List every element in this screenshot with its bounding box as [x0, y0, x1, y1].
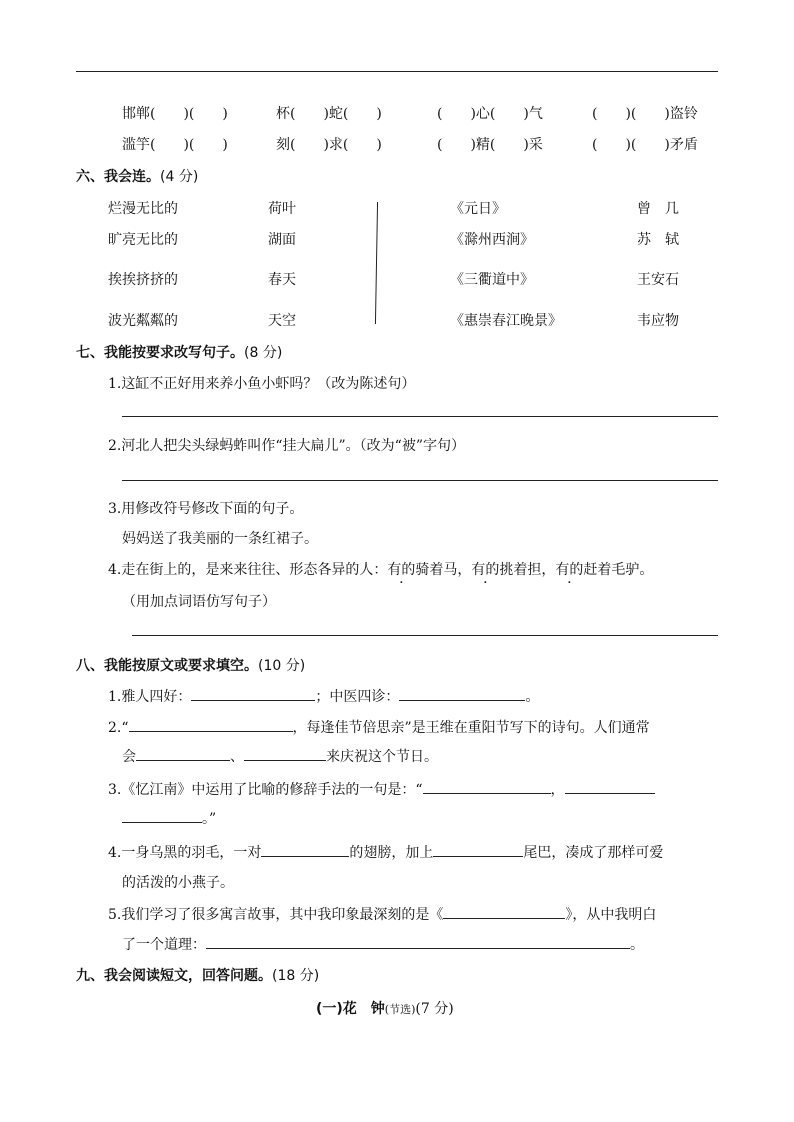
q-text: 来庆祝这个节日。: [326, 749, 438, 765]
match-left-b: 湖面: [268, 232, 296, 248]
answer-line-7-4[interactable]: [132, 635, 718, 636]
question-8-5: [108, 904, 656, 924]
q-text: 1.雅人四好：: [108, 689, 192, 705]
q-text: 。: [525, 689, 540, 705]
question-8-3-cont: [122, 808, 216, 828]
q4-text: 骑着马，: [415, 562, 472, 578]
question-8-3: [108, 779, 655, 799]
blank-field[interactable]: [206, 934, 630, 949]
dotted-word: 有的: [471, 562, 500, 578]
q-text: ，: [550, 782, 565, 798]
passage-name: (一)花 钟: [316, 1001, 385, 1017]
blank-field[interactable]: [423, 779, 551, 794]
section-title: 八、我能按原文或要求填空。: [76, 658, 258, 674]
q4-text: 4.走在街上的，是来来往往、形态各异的人：: [108, 562, 388, 578]
question-8-4: [108, 842, 663, 862]
section-points: (8 分): [244, 345, 283, 361]
match-left-b: 荷叶: [268, 201, 296, 217]
section-7-heading: [76, 342, 282, 362]
question-7-3: 3.用修改符号修改下面的句子。: [108, 501, 304, 517]
idiom-cell: ( )精( )采: [437, 137, 543, 153]
match-left-a: 旷亮无比的: [108, 232, 178, 248]
dotted-word: 有的: [555, 562, 584, 578]
top-rule: [76, 71, 718, 72]
q-text: 尾巴，凑成了那样可爱: [523, 845, 664, 861]
section-points: (18 分): [272, 968, 320, 984]
section-title: 七、我能按要求改写句子。: [76, 345, 244, 361]
question-8-2: [108, 717, 650, 737]
match-right-a: 《三衢道中》: [450, 272, 534, 288]
match-right-a: 《滁州西涧》: [450, 232, 534, 248]
section-9-heading: [76, 965, 319, 985]
q-text: 5.我们学习了很多寓言故事，其中我印象最深刻的是《: [108, 907, 444, 923]
q-text: ；中医四诊：: [315, 689, 400, 705]
q-text: 会: [122, 749, 136, 765]
question-7-4-note: （用加点词语仿写句子）: [122, 594, 276, 610]
section-8-heading: [76, 655, 305, 675]
passage-note: (节选): [384, 1003, 416, 1016]
idiom-cell: 邯郸( )( ): [122, 106, 228, 122]
answer-line-7-1[interactable]: [122, 416, 718, 417]
match-right-b: 苏 轼: [637, 232, 679, 248]
question-7-3-sentence: 妈妈送了我美丽的一条红裙子。: [122, 531, 318, 547]
idiom-cell: ( )( )矛盾: [592, 137, 698, 153]
passage-title: [316, 998, 454, 1018]
match-right-a: 《元日》: [450, 201, 506, 217]
blank-field[interactable]: [565, 779, 655, 794]
question-8-4-cont: 的活泼的小燕子。: [122, 875, 234, 891]
q-text: 。”: [202, 811, 217, 827]
blank-field[interactable]: [122, 808, 202, 823]
match-left-a: 波光粼粼的: [108, 313, 178, 329]
blank-field[interactable]: [443, 904, 565, 919]
idiom-cell: 杯( )蛇( ): [276, 106, 382, 122]
blank-field[interactable]: [261, 842, 349, 857]
q-text: 3.《忆江南》中运用了比喻的修辞手法的一句是：“: [108, 782, 423, 798]
section-points: (10 分): [258, 658, 306, 674]
q4-text: 赶着毛驴。: [583, 562, 654, 578]
idiom-cell: 刻( )求( ): [276, 137, 382, 153]
divider-line: [375, 202, 378, 324]
blank-field[interactable]: [433, 842, 523, 857]
idiom-cell: 滥竽( )( ): [122, 137, 228, 153]
q-text: 4.一身乌黑的羽毛，一对: [108, 845, 262, 861]
dotted-word: 有的: [387, 562, 416, 578]
section-title: 九、我会阅读短文，回答问题。: [76, 968, 272, 984]
answer-line-7-2[interactable]: [122, 480, 718, 481]
idiom-cell: ( )心( )气: [437, 106, 543, 122]
match-left-b: 天空: [268, 313, 296, 329]
section-title: 六、我会连。: [76, 169, 160, 185]
match-left-a: 烂漫无比的: [108, 201, 178, 217]
q-text: 2.“: [108, 720, 129, 736]
q-text: 、: [230, 749, 244, 765]
q-text: 的翅膀，加上: [349, 845, 434, 861]
section-points: (4 分): [160, 169, 199, 185]
blank-field[interactable]: [244, 746, 326, 761]
q4-text: 挑着担，: [499, 562, 556, 578]
q-text: 了一个道理：: [122, 937, 206, 953]
blank-field[interactable]: [191, 686, 315, 701]
question-8-1: [108, 686, 539, 706]
question-7-2: 2.河北人把尖头绿蚂蚱叫作“挂大扁儿”。（改为“被”字句）: [108, 438, 465, 454]
question-8-2-cont: [122, 746, 438, 766]
q-text: 》，从中我明白: [565, 907, 657, 923]
q-text: ，每逢佳节倍思亲”是王维在重阳节写下的诗句。人们通常: [292, 720, 650, 736]
match-left-b: 春天: [268, 272, 296, 288]
blank-field[interactable]: [136, 746, 230, 761]
match-right-b: 王安石: [637, 272, 679, 288]
question-7-4: [108, 559, 653, 579]
match-right-b: 韦应物: [637, 313, 679, 329]
match-left-a: 挨挨挤挤的: [108, 272, 178, 288]
q-text: 。: [630, 937, 644, 953]
passage-points: (7 分): [415, 1001, 454, 1017]
idiom-cell: ( )( )盗铃: [592, 106, 698, 122]
question-8-5-cont: [122, 934, 644, 954]
question-7-1: 1.这缸不正好用来养小鱼小虾吗？（改为陈述句）: [108, 376, 416, 392]
match-right-a: 《惠崇春江晚景》: [450, 313, 562, 329]
match-right-b: 曾 几: [637, 201, 679, 217]
blank-field[interactable]: [399, 686, 525, 701]
blank-field[interactable]: [129, 717, 293, 732]
section-6-heading: [76, 166, 198, 186]
